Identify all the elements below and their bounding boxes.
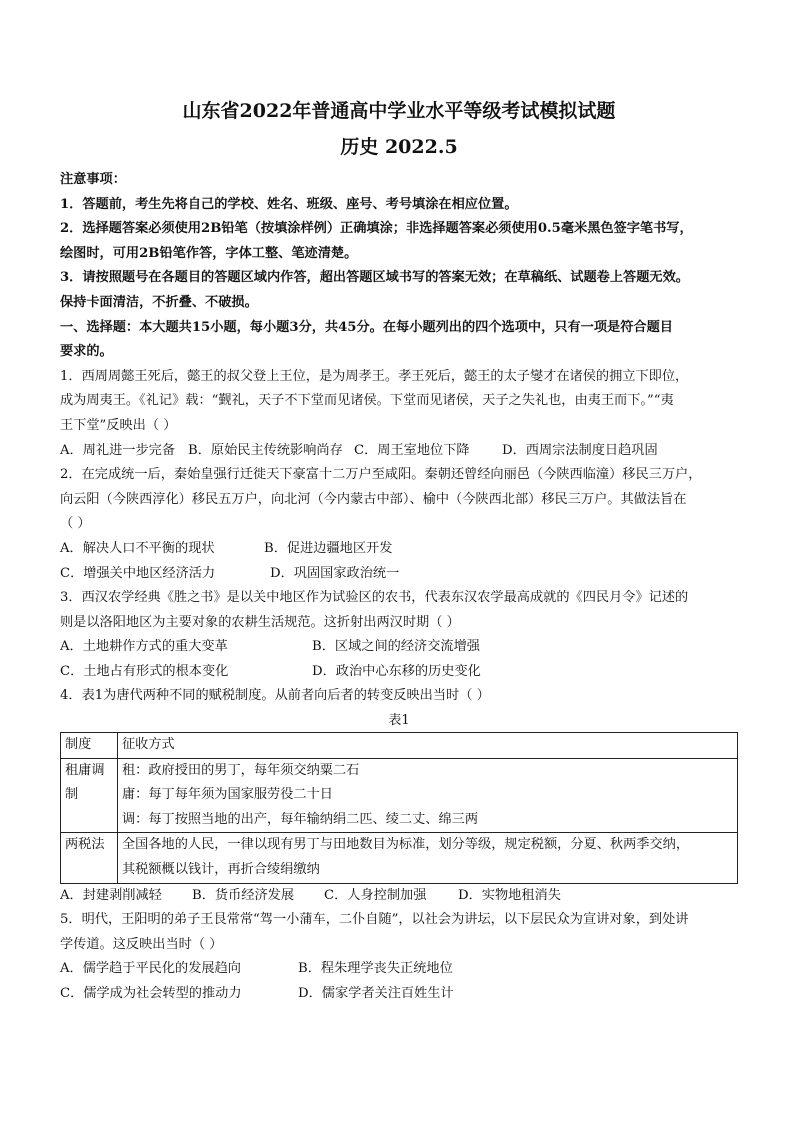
options-row	[60, 537, 738, 562]
question-stem: （ ）	[60, 516, 91, 532]
option-d: D．政治中心东移的历史变化	[312, 663, 481, 679]
tax-table	[60, 732, 738, 884]
question-2	[60, 463, 738, 586]
option-c: C．人身控制加强	[324, 887, 427, 903]
option-c: C．周王室地位下降	[354, 442, 470, 458]
option-b: B．货币经济发展	[192, 887, 295, 903]
question-5	[60, 908, 738, 1006]
question-stem: 4．表1为唐代两种不同的赋税制度。从前者向后者的转变反映出当时（ ）	[60, 688, 490, 704]
option-c: C．增强关中地区经济活力	[60, 565, 216, 581]
question-1	[60, 365, 738, 463]
options-row	[60, 957, 738, 982]
option-d: D．西周宗法制度日趋巩固	[502, 442, 658, 458]
option-c: C．儒学成为社会转型的推动力	[60, 986, 242, 1001]
question-stem: 则是以洛阳地区为主要对象的农耕生活规范。这折射出两汉时期（ ）	[60, 614, 460, 630]
options-row	[60, 439, 738, 464]
cell-line: 其税额概以钱计，再折合绫绢缴纳	[122, 862, 320, 878]
option-a: A．土地耕作方式的重大变革	[60, 639, 228, 655]
section-heading-line: 要求的。	[60, 344, 113, 360]
option-d: D．儒家学者关注百姓生计	[298, 986, 454, 1001]
table-cell-method	[118, 758, 738, 833]
cell-line: 租：政府授田的男丁，每年须交纳粟二石	[122, 762, 360, 778]
notice-item: 1．答题前，考生先将自己的学校、姓名、班级、座号、考号填涂在相应位置。	[60, 196, 518, 212]
table-header-cell: 制度	[61, 733, 118, 759]
question-stem: 王下堂”反映出（ ）	[60, 417, 177, 433]
table-cell-system: 两税法	[61, 833, 118, 883]
table-cell-system	[61, 758, 118, 833]
option-a: A．封建剥削减轻	[60, 887, 162, 903]
option-a: A．儒学趋于平民化的发展趋向	[60, 961, 241, 977]
exam-page	[60, 96, 738, 1007]
question-3	[60, 586, 738, 684]
question-stem: 3．西汉农学经典《胜之书》是以关中地区作为试验区的农书，代表东汉农学最高成就的《四民月令》记述的	[60, 590, 689, 606]
options-row	[60, 884, 738, 909]
exam-title: 山东省2022年普通高中学业水平等级考试模拟试题	[182, 100, 616, 122]
table-caption: 表1	[388, 713, 410, 729]
section-heading-line: 一、选择题：本大题共15小题，每小题3分，共45分。在每小题列出的四个选项中，只有一项是符合题目	[60, 319, 673, 335]
table-row	[61, 833, 738, 883]
cell-line: 庸：每丁每年须为国家服劳役二十日	[122, 787, 333, 803]
cell-line: 全国各地的人民，一律以现有男丁与田地数目为标准，划分等级，规定税额，分夏、秋两季交纳，	[122, 837, 690, 853]
options-row	[60, 635, 738, 660]
question-4	[60, 684, 738, 908]
table-header-cell: 征收方式	[118, 733, 738, 759]
cell-line: 调：每丁按照当地的出产，每年输纳绢二匹、绫二丈、绵三两	[122, 811, 479, 827]
notice-item: 保持卡面清洁，不折叠、不破损。	[60, 294, 258, 310]
table-row	[61, 758, 738, 833]
option-d: D．实物地租消失	[458, 887, 561, 903]
table-header-row	[61, 733, 738, 759]
cell-line: 制	[65, 787, 79, 803]
option-d: D．巩固国家政治统一	[270, 565, 400, 581]
options-row	[60, 982, 738, 1007]
question-stem: 5．明代，王阳明的弟子王艮常常“驾一小蒲车，二仆自随”，以社会为讲坛，以下层民众为宣讲对象，到处讲	[60, 912, 689, 928]
section-heading	[60, 316, 738, 365]
option-b: B．区域之间的经济交流增强	[312, 639, 480, 655]
notice-section	[60, 168, 738, 316]
notice-item: 绘图时，可用2B铅笔作答，字体工整、笔迹清楚。	[60, 245, 358, 261]
option-a: A．解决人口不平衡的现状	[60, 540, 215, 556]
exam-subtitle: 历史 2022.5	[340, 136, 458, 158]
option-b: B．原始民主传统影响尚存	[188, 442, 343, 458]
option-b: B．程朱理学丧失正统地位	[298, 961, 453, 977]
notice-heading: 注意事项：	[60, 172, 126, 187]
option-c: C．土地占有形式的根本变化	[60, 663, 229, 679]
question-stem: 2．在完成统一后，秦始皇强行迁徙天下豪富十二万户至咸阳。秦朝还曾经向丽邑（今陕西临潼）移民三万户，	[60, 467, 702, 483]
notice-item: 3．请按照题号在各题目的答题区域内作答，超出答题区域书写的答案无效；在草稿纸、试题卷上答题无效。	[60, 270, 689, 286]
option-b: B．促进边疆地区开发	[264, 540, 393, 556]
question-stem: 向云阳（今陕西淳化）移民五万户，向北河（今内蒙古中部）、榆中（今陕西北部）移民三万户。其做法旨在	[60, 491, 687, 507]
question-stem: 成为周夷王。《礼记》载：“觐礼，天子不下堂而见诸侯。下堂而见诸侯，天子之失礼也，由夷王而下。”“夷	[60, 393, 674, 409]
cell-line: 租庸调	[65, 762, 105, 778]
options-row	[60, 660, 738, 685]
question-stem: 1．西周周懿王死后，懿王的叔父登上王位，是为周孝王。孝王死后，懿王的太子燮才在诸侯的拥立下即位，	[60, 368, 689, 384]
question-stem: 学传道。这反映出当时（ ）	[60, 936, 223, 952]
options-row	[60, 562, 738, 587]
table-cell-method	[118, 833, 738, 883]
option-a: A．周礼进一步完备	[60, 442, 176, 458]
notice-item: 2．选择题答案必须使用2B铅笔（按填涂样例）正确填涂；非选择题答案必须使用0.5毫米黑色签字笔书写，	[60, 221, 693, 237]
